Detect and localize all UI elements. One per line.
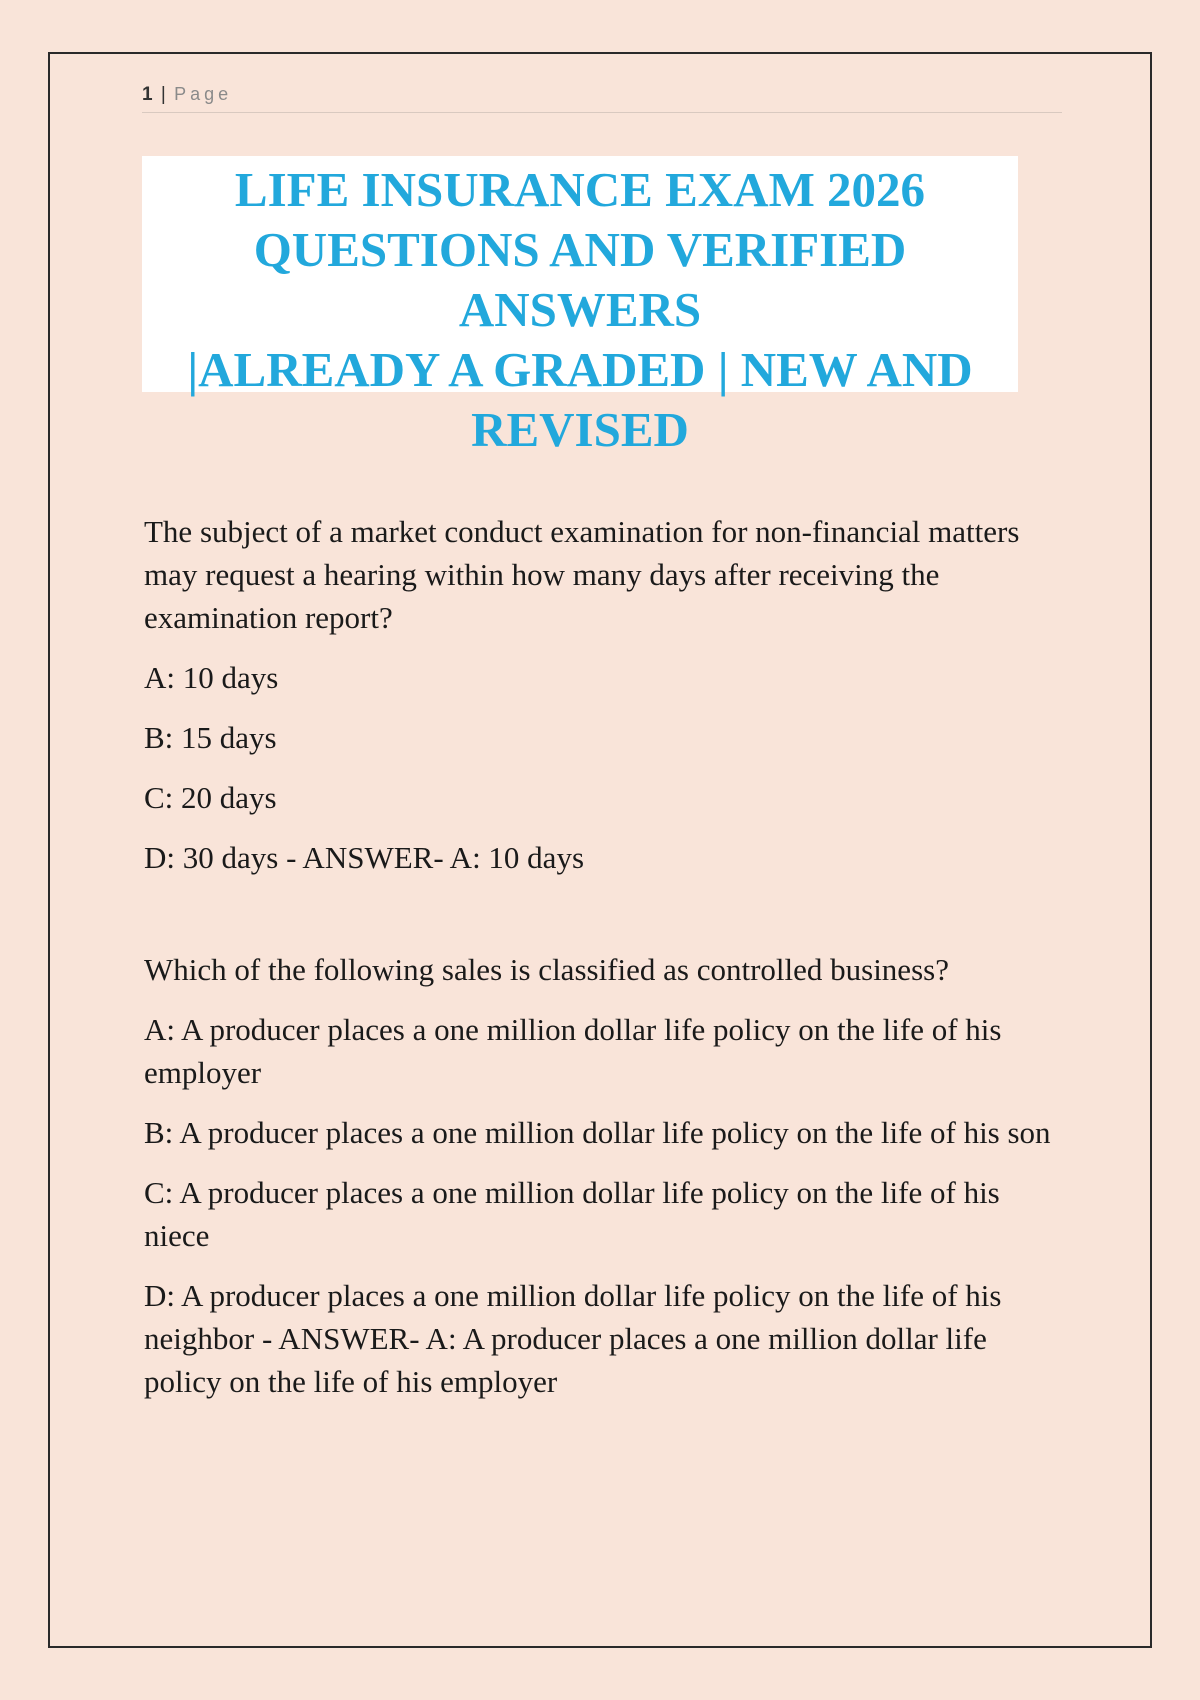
question-spacer: [144, 896, 1064, 948]
answer-option: D: 30 days - ANSWER- A: 10 days: [144, 840, 585, 875]
document-title: [142, 156, 1018, 457]
title-line-3: |ALREADY A GRADED | NEW AND: [187, 342, 973, 397]
title-line-2: QUESTIONS AND VERIFIED ANSWERS: [253, 222, 907, 337]
question-text: Which of the following sales is classified as controlled business?: [144, 952, 949, 987]
page-separator: |: [160, 84, 166, 105]
question-text: The subject of a market conduct examination for non-financial matters may request a hearing within how many days after receiving the examination report?: [144, 514, 1020, 635]
answer-option: C: 20 days: [144, 780, 277, 815]
answer-option: C: A producer places a one million dollar life policy on the life of his niece: [144, 1175, 1000, 1253]
question-block-2: [144, 948, 1064, 1403]
title-line-4: REVISED: [471, 402, 689, 457]
answer-option: B: 15 days: [144, 720, 277, 755]
page-header: [142, 84, 1062, 113]
answer-option: A: 10 days: [144, 660, 279, 695]
question-block-1: [144, 510, 1064, 879]
page-label: Page: [174, 84, 233, 104]
title-line-1: LIFE INSURANCE EXAM 2026: [234, 162, 926, 217]
document-body: [144, 510, 1064, 1420]
answer-option: D: A producer places a one million dollar life policy on the life of his neighbor - ANSWER- A: A producer places a one million dollar life policy on the life of his employer: [144, 1278, 1002, 1399]
answer-option: B: A producer places a one million dollar life policy on the life of his son: [144, 1115, 1051, 1150]
page-number: 1: [142, 84, 153, 105]
answer-option: A: A producer places a one million dollar life policy on the life of his employer: [144, 1012, 1002, 1090]
document-page: [48, 52, 1152, 1648]
